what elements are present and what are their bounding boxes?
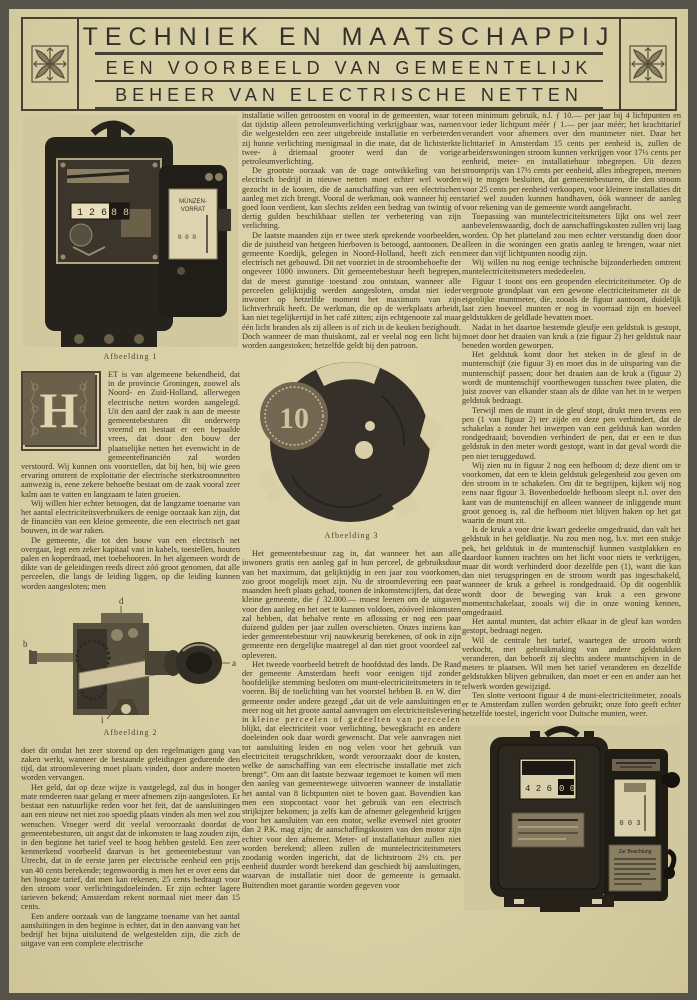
subtitle-line-2: BEHEER VAN ELECTRISCHE NETTEN xyxy=(115,85,583,105)
figure-1-photo-meter-open xyxy=(21,113,240,349)
paragraph-text: blijkt, dat electriciteit voor verlichting, bewegkracht en andere doeleinden ook daar wordt gewenscht. Dat vele aanvragen niet tot aansluiting leiden en nog velen voor het gebruik van electriciteit terugschrikken, wordt veroorzaakt door de kosten, welke de aanschaffing van een electrische installatie met zich brengt”. Om aan dit laatste bezwaar tegemoet te komen wil men den aanleg van gemeentewege uitvoeren wanneer de installatie het aantal van 8 lichtpunten niet te boven gaat. Bovendien kan men een stopcontact voor het gebruik van een electrisch strijkijzer bekomen; ja zelfs kan de afnemer gelegenheid krijgen voor het aansluiten van een motor, welke evenwel niet grooter dan 2 P.K. mag zijn; de aanschaffingskosten van den motor zijn echter voor den afnemer. Meter- of installatiehuur zullen niet worden berekend; alleen zullen de muntelectriciteitsmeters zoodanig worden ingericht, dat de lichtstroom 2½ cts. per eenheid duurder wordt berekend dan geschiedt bij aansluitingen, waarvan de installatie niet door de gemeente is gemaakt. Buitendien moet garantie worden gegeven voor xyxy=(242,724,461,890)
crank-knob xyxy=(664,772,680,788)
subtitle-line-1: EEN VOORBEELD VAN GEMEENTELIJK xyxy=(105,58,593,78)
rosette-icon xyxy=(28,40,72,88)
paragraph: een minimum gebruik, n.l. ƒ 10.— per jaar bij 4 lichtpunten en voor ieder lichtpunt méér ƒ 1.— per jaar méér; het krachttarief verandert voor afnemers over den muntmeter niet. Daar het lichttarief in Amsterdam 15 cents per eenheid is, zullen de arbeiderswoningen stroom kunnen verkrijgen voor 17½ cents per eenheid, meter- en installatiehuur inbegrepen. Uit dezen stroomprijs van 17½ cents per eenheid, alles inbegrepen, meenen wij te mogen besluiten, dat gemeentebesturen, die den stroom voor 25 cents per eenheid verkoopen, voor kleinere installaties dit tarief wel zouden kunnen handhaven, óók wanneer de aanleg voor rekening van de gemeente wordt aangebracht. xyxy=(462,111,681,213)
masthead-title-cell xyxy=(79,19,619,109)
column-left xyxy=(21,113,240,948)
paragraph-text: Het tweede voorbeeld betreft de hoofdstad des lands. De Raad der gemeente Amsterdam heeft voor eenigen tijd zonder hoofdelijke stemming besloten om munt-electriciteitsmeters in te voeren. Bij de toelichting van het voorstel hebben B. en W. dier gemeente onder andere gezegd „dat uit de vele aansluitingen en meer nog uit het groote aantal aanvragen om electriciteitslevering in xyxy=(242,659,461,724)
nameplate xyxy=(512,813,584,847)
paragraph: Is de kruk a voor drie kwart gedeelte omgedraaid, dan valt het geldstuk in het geldlaatje. Nu zou men nog, b.v. met een stukje pek, het geldstuk in de muntenschijf kunnen vastplakken en daardoor kunnen trachten om het licht voor niets te verkrijgen, maar dit wordt verhinderd door dezelfde pen (1), want die kan dan niet terugspringen en de stroom wordt pas ingeschakeld, wanneer de kruk a geheel is rondgedraaid. Op dit oogenblik wordt door de beweging van kruk a een gewone momentschakelaar, zooals wij die in onze woning kennen, omgedraaid. xyxy=(462,525,681,617)
subtitle-rule-1 xyxy=(95,80,603,82)
figure-2-label-d: d xyxy=(119,595,124,606)
paragraph: De laatste maanden zijn er twee sterk sprekende voorbeelden, die de juistheid van hetgeen hierboven is betoogd, aantoonen. De gemeente Koedijk, gelegen in Noord-Holland, heeft zich een electrisch net gebouwd. Dit net voorziet in de stroombehoefte der ongeveer 1000 inwoners. Dit gemeentebestuur heeft begrepen, dat de meest gunstige toestand zou ontstaan, wanneer alle perceelen gelijktijdig werden aangesloten, omdat niet ieder inwoner op hetzelfde moment het maximum van zijn lichtverbruik heeft. De werkman, die op de werkplaats arbeidt, kan niet tegelijkertijd in het café zitten; zijn echtgenoote zal maar één licht branden als zij alleen is of zich in de keuken bezighoudt. Doch wanneer de man thuiskomt, zal er veelal nog een licht bij worden aangestoken; hetzelfde geldt bij den patroon. xyxy=(242,230,461,351)
paragraph: De grootste oorzaak van de trage ontwikkeling van het electrisch bedrijf in nieuwe netten moet echter wel worden gezocht in de kosten, die de aanschaffing van een electrischen aanleg met zich brengt. Vooral de werkman, ook wanneer hij een goed loon verdient, kan slechts zelden een bedrag van twintig of dertig gulden beschikbaar stellen ter verbetering van zijn verlichting. xyxy=(242,166,461,231)
figure-1 xyxy=(21,113,240,362)
coin-panel-line1: MÜNZEN- xyxy=(179,199,207,205)
figure-2-label-a: a xyxy=(232,657,236,668)
masthead-right-ornament-cell xyxy=(619,19,675,109)
figure-2-photo-coin-mechanism xyxy=(21,595,240,725)
masthead-left-ornament-cell xyxy=(23,19,79,109)
figure-2-label-i: i xyxy=(101,714,104,725)
paragraph: Wij willen hier echter betoogen, dat de langzame toename van het aantal electriciteitsverbruikers de eenige oorzaak kan zijn, dat de financiën van een kleine gemeente, die een electrisch net gaat bouwen, in de war raken. xyxy=(21,498,240,536)
coin-panel-line2: VORRAT xyxy=(180,207,206,213)
paragraph: Terwijl men de munt in de gleuf stopt, drukt men tevens een pen (1 van figuur 2) ter zijde en deze pen verhindert, dat de schakelas a zonder het inwerpen van een geldstuk kan worden rondgedraaid; bovendien verhindert de pen, dat er een te dun geldstuk in den meter wordt gestopt, want in dat geval wordt die pen niet teruggeduwd. xyxy=(462,405,681,461)
paragraph: Wij zien nu in figuur 2 nog een hefboom d; deze dient om te voorkomen, dat een te klein geldstuk gelegenheid zou geven om den stroom in te schakelen. Om dit te begrijpen, kijken wij nog eens naar figuur 3. Bovenbedoelde hefboom sleept n.l. over den kant van de muntenschijf en alleen wanneer de inliggende munt groot genoeg is, zal die hefboom niet blijven haken op het gat waarin de munt zit. xyxy=(462,460,681,525)
coin-window-digits: 0 0 3 xyxy=(619,820,641,829)
paragraph: Het geld, dat op deze wijze is vastgelegd, zal dus in hooger mate rendeeren naar gelang er meer afnemers zijn aangesloten. Er bestaat een natuurlijke reden voor het feit, dat de aansluitingen aan een nieuw net niet zoo spoedig plaats vinden als men wel zou wenschen. Vroeger werd dit veelal veroorzaakt doordat de gemeentebesturen, uit angst dat de inkomsten te laag zouden zijn, in den beginne het tarief veel te hoog hebben gesteld. Een zeer kenmerkend voorbeeld daarvan is het gemeentebestuur van Utrecht, dat in de eerste jaren per electrische eenheid een prijs van 40 cents berekende; tegenwoordig is men het er over eens dat het hoogste tarief, dat men kan rekenen, 25 cents bedraagt voor den stroom voor verlichtingsdoeleinden. Er zijn echter lagere tarieven bekend; Amsterdam rekent normaal niet meer dan 15 cents. xyxy=(21,782,240,912)
masthead xyxy=(21,17,677,111)
paragraph xyxy=(21,370,240,499)
figure-3-photo-coin-disc xyxy=(242,356,461,528)
counter-digits-dark: 8 8 xyxy=(111,208,130,219)
figure-3-caption: Afbeelding 3 xyxy=(324,531,379,541)
figure-2-label-b: b xyxy=(23,638,28,649)
dropcap-initial-box xyxy=(21,371,101,451)
rosette-icon xyxy=(626,40,670,88)
instruction-plate-title: Zur Beachtung xyxy=(618,849,652,856)
coin-value: 10 xyxy=(279,402,309,436)
counter-digits-light: 1 2 6 xyxy=(77,208,108,219)
figure-3 xyxy=(242,356,461,541)
paragraph: Het aantal munten, dat achter elkaar in de gleuf kan worden gestopt, bedraagt negen. xyxy=(462,617,681,636)
paragraph: Toepassing van muntelectriciteitsmeters lijkt ons wel zeer aanbevelenswaardig, doch de aanschaffingskosten zullen vrij laag worden. Op het platteland zou men echter verstandig doen door alleen in die woningen een gratis aanleg te brengen, waar niet meer dan vijf lichtpunten noodig zijn. xyxy=(462,212,681,259)
figure-4 xyxy=(462,723,681,913)
figure-4-photo-meter-closed xyxy=(462,723,681,913)
paragraph: Figuur 1 toont ons een geopenden electriciteitsmeter. Op de vergroote grondplaat van een gewone electriciteitsmeter zit de eigenlijke muntmeter, die, zooals de figuur aantoont, duidelijk laat zien hoeveel munten er nog in voorraad zijn en hoeveel geldstukken de geldlade bevatten moet. xyxy=(462,276,681,323)
paragraph: Nadat in het daartoe bestemde gleufje een geldstuk is gestopt, moet door het draaien van kruk a (zie figuur 2) het geldstuk naar beneden worden geworpen. xyxy=(462,322,681,351)
paragraph xyxy=(242,660,461,890)
counter-digits-light: 4 2 6 xyxy=(525,784,553,795)
coin-panel-digits: 0 0 0 xyxy=(177,234,197,241)
title-double-rule xyxy=(95,52,603,55)
dropcap-letter: H xyxy=(39,382,79,438)
paper-sheet xyxy=(9,9,688,993)
paragraph: Wij willen nu nog eenige technische bijzonderheden omtrent muntelectriciteitsmeters mededeelen. xyxy=(462,258,681,277)
figure-2-caption: Afbeelding 2 xyxy=(103,727,158,737)
emphasized-phrase: kleine perceelen of gedeelten van perceelen xyxy=(252,714,462,724)
page-title: TECHNIEK EN MAATSCHAPPIJ xyxy=(82,23,616,51)
paragraph: Een andere oorzaak van de langzame toename van het aantal aansluitingen in den beginne is echter, dat in den aanvang van het bedrijf het bijna uitsluitend de welgestelden zijn, die zich de uitgave van een complete electrische xyxy=(21,911,240,949)
paragraph: Het geldstuk komt door het steken in de gleuf in de muntenschijf (zie figuur 3) en moet dus in de uitsparing van die muntenschijf passen; door het draaien aan de kruk a (figuur 2) wordt de muntenschijf voortbewogen tusschen twee platen, die juist zoover van elkander staan als de dikte van het in te werpen geldstuk bedraagt. xyxy=(462,350,681,406)
paragraph: Wil de centrale het tarief, waartegen de stroom wordt verkocht, met gebruikmaking van andere geldstukken veranderen, dan behoeft zij slechts andere muntschijven in de meters te plaatsen. Wil men het tarief veranderen en dezelfde geldstukken blijven gebruiken, dan moet er een en ander aan het telwerk worden gewijzigd. xyxy=(462,635,681,691)
counter-digits-dark: 0 0 xyxy=(559,784,576,795)
paragraph: Ten slotte vertoont figuur 4 de munt-electriciteitmeter, zooals er te Amsterdam zullen worden gebruikt; onze foto geeft echter hetzelfde toestel, ingericht voor Duitsche munten, weer. xyxy=(462,690,681,719)
figure-2 xyxy=(21,595,240,738)
column-middle xyxy=(242,111,461,890)
column-right xyxy=(462,111,681,915)
figure-1-caption: Afbeelding 1 xyxy=(103,352,158,361)
paragraph: Het gemeentebestuur zag in, dat wanneer het aan alle inwoners gratis een aanleg gaf in hun perceel, de gebruiksduur van het maximum, dat gelijktijdig in een jaar zou voorkomen, zoo groot mogelijk moet zijn. Nu de stroomlevering een paar maanden heeft plaats gehad, toonen de inkomstencijfers, dat deze kleine gemeente, die ƒ 32.000.— moest leenen om de uitgaven voor den aanleg en het net te kunnen voldoen, zóóveel inkomsten zal hebben, dat behalve rente en aflossing er nog een paar duizend gulden per jaar zullen overschieten. Onzes inziens kan ieder gemeentebestuur vrij nauwkeurig berekenen, of ook in zijn gemeente een dergelijke maatregel al dan niet groot voordeel zal opleveren. xyxy=(242,549,461,660)
paragraph-text: ET is van algemeene bekendheid, dat in de provincie Groningen, zoowel als Noord- en Zuid-Holland, allerwegen electrische netten worden aangelegd. Uit den aard der zaak is aan de meeste gemeentebesturen dit onderwerp vreemd en bestaat er een bepaalde vrees, dat door den bouw der plaatselijke netten het evenwicht in de gemeentefinanciën zal worden verstoord. Wij kunnen ons voorstellen, dat bij hen, bij wie geen ervaring omtrent de exploitatie der electrische sterkstroomnetten aanwezig is, eene zekere behoefte bestaat om de zaak vooral zeer kalm aan te vatten en langzaam te laten groeien. xyxy=(21,370,240,499)
paragraph: doet dit omdat het zeer storend op den regelmatigen gang van zaken werkt, wanneer de bestaande geleidingen gedurende den tijd, dat stroomlevering moet plaats vinden, door andere moeten worden vervangen. xyxy=(21,745,240,783)
subtitle-rule-2 xyxy=(95,107,603,109)
paragraph: installatie willen getroosten en vooral in de gemeenten, waar tot dat tijdstip alleen petroleumverlichting verkrijgbaar was, namen die welgestelden een zeer uitgebreide installatie en verbeterden zij hunne verlichting menigmaal in die mate, dat de lichtsterkte twee- à driemaal grooter werd dan de vorige petroleumverlichting. xyxy=(242,111,461,167)
paragraph: De gemeente, die tot den bouw van een electrisch net overgaat, legt een zeker kapitaal vast in kabels, toestellen, houten palen en koperdraad, met toebehooren. In het algemeen wordt de dikte van de geleidingen reeds direct zóó groot genomen, dat alle perceelen, die langs de leiding liggen, op die leiding kunnen worden aangesloten; men xyxy=(21,535,240,591)
